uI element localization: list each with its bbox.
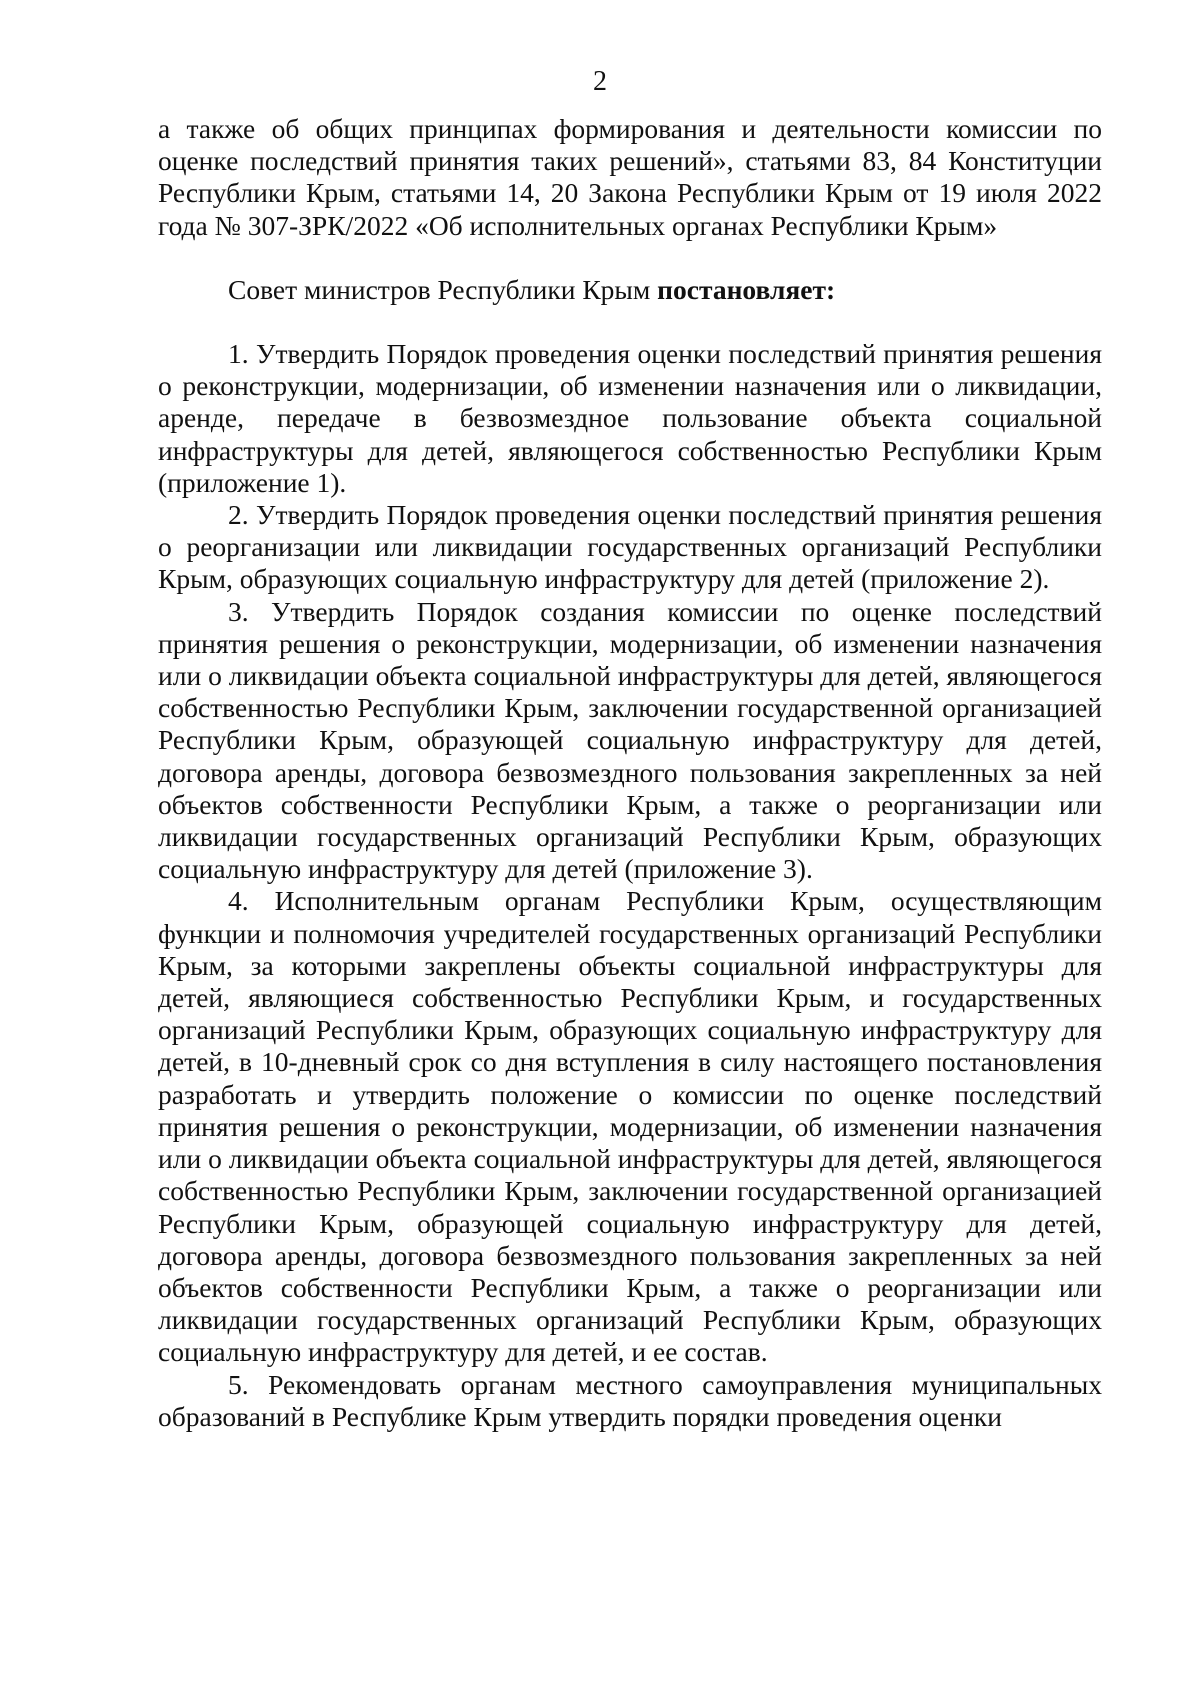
page-number: 2 (593, 66, 607, 97)
intro-paragraph: а также об общих принципах формирования и деятельности комиссии по оценке последствий принятия таких решений», статьями 83, 84 Конституции Республики Крым, статьями 14, 20 Закона Республики Крым от 19 июля 2022 года № 307-ЗРК/2022 «Об исполнительных органах Республики Крым» (158, 113, 1102, 241)
decree-text: Совет министров Республики Крым (228, 273, 658, 305)
item-2: 2. Утвердить Порядок проведения оценки последствий принятия решения о реорганизации или ликвидации государственных организаций Республики Крым, образующих социальную инфраструктуру для детей (приложение 2). (158, 499, 1102, 595)
document-body (158, 113, 1102, 1433)
decree-line (158, 274, 1102, 306)
item-3: 3. Утвердить Порядок создания комиссии по оценке последствий принятия решения о реконструкции, модернизации, об изменении назначения или о ликвидации объекта социальной инфраструктуры для детей, являющегося собственностью Республики Крым, заключении государственной организацией Республики Крым, образующей социальную инфраструктуру для детей, договора аренды, договора безвозмездного пользования закрепленных за ней объектов собственности Республики Крым, а также о реорганизации или ликвидации государственных организаций Республики Крым, образующих социальную инфраструктуру для детей (приложение 3). (158, 595, 1102, 885)
item-4: 4. Исполнительным органам Республики Крым, осуществляющим функции и полномочия учредителей государственных организаций Республики Крым, за которыми закреплены объекты социальной инфраструктуры для детей, являющиеся собственностью Республики Крым, и государственных организаций Республики Крым, образующих социальную инфраструктуру для детей, в 10-дневный срок со дня вступления в силу настоящего постановления разработать и утвердить положение о комиссии по оценке последствий принятия решения о реконструкции, модернизации, об изменении назначения или о ликвидации объекта социальной инфраструктуры для детей, являющегося собственностью Республики Крым, заключении государственной организацией Республики Крым, образующей социальную инфраструктуру для детей, договора аренды, договора безвозмездного пользования закрепленных за ней объектов собственности Республики Крым, а также о реорганизации или ликвидации государственных организаций Республики Крым, образующих социальную инфраструктуру для детей, и ее состав. (158, 885, 1102, 1368)
decree-keyword: постановляет: (657, 273, 836, 305)
item-1: 1. Утвердить Порядок проведения оценки последствий принятия решения о реконструкции, модернизации, об изменении назначения или о ликвидации, аренде, передаче в безвозмездное пользование объекта социальной инфраструктуры для детей, являющегося собственностью Республики Крым (приложение 1). (158, 338, 1102, 498)
item-5: 5. Рекомендовать органам местного самоуправления муниципальных образований в Республике Крым утвердить порядки проведения оценки (158, 1368, 1102, 1432)
